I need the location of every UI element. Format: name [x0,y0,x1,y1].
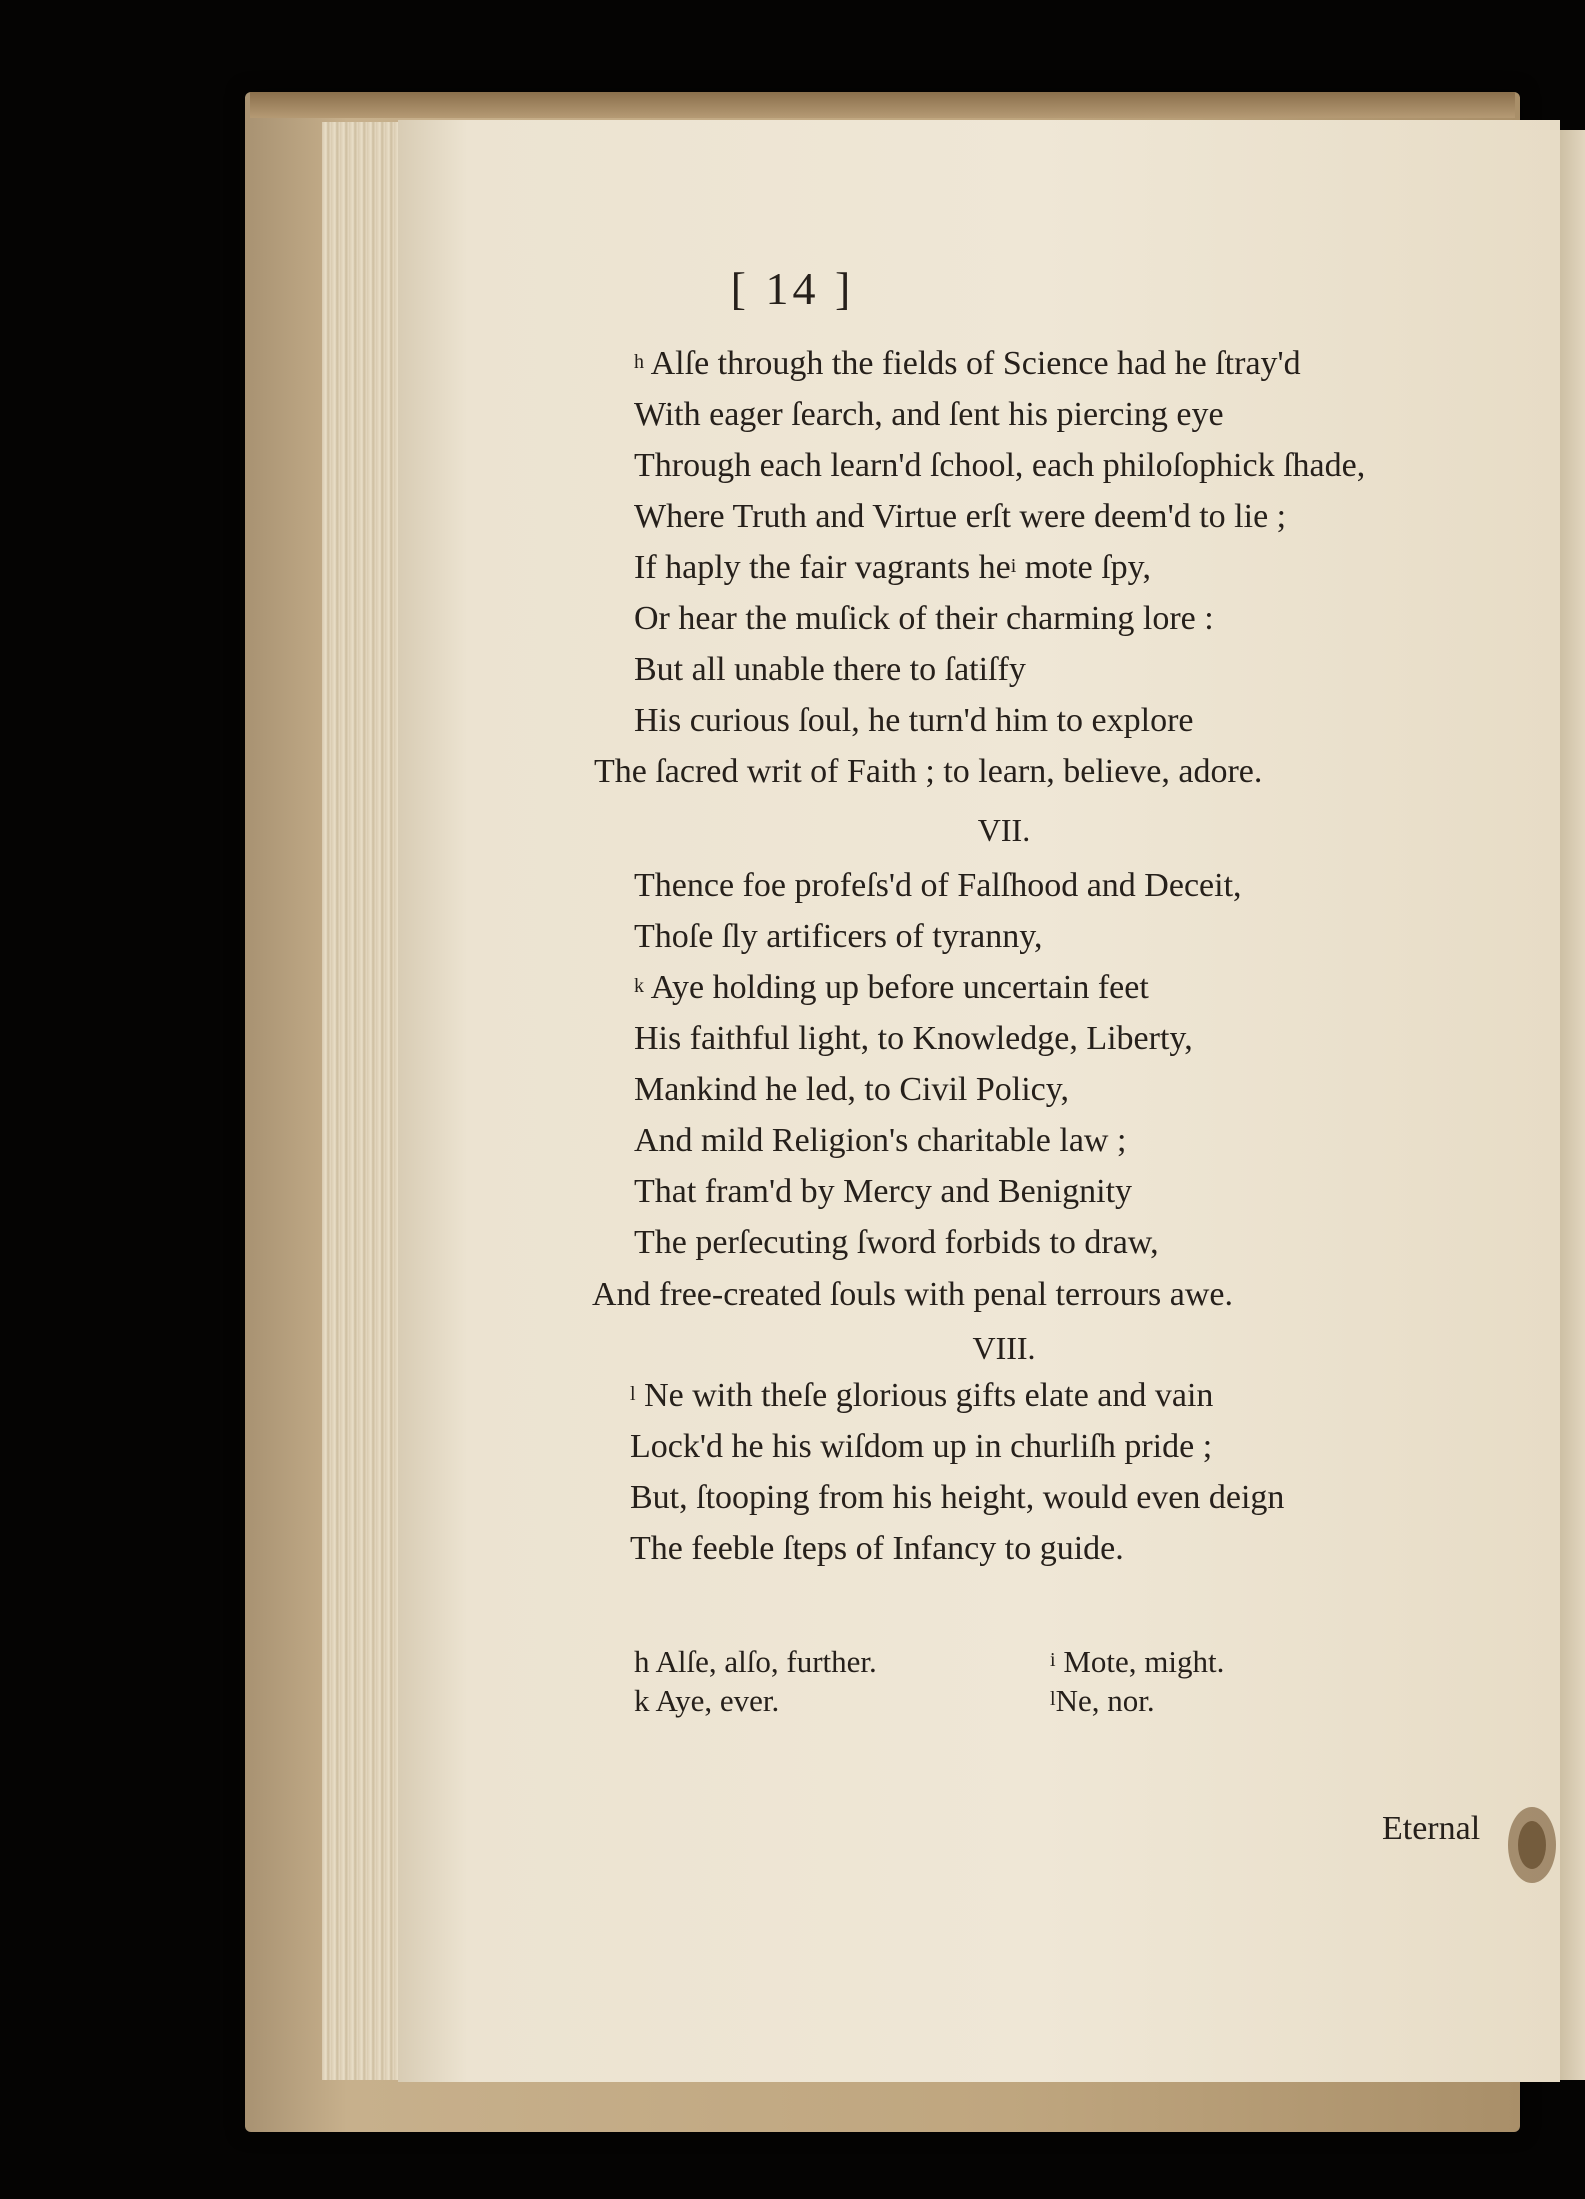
poem-line: With eager ſearch, and ſent his piercing eye [634,396,1224,433]
stanza-heading: VIII. [972,1330,1036,1366]
poem-line: Thoſe ſly artificers of tyranny, [634,918,1043,955]
poem-line: His faithful light, to Knowledge, Liberty, [634,1020,1193,1057]
footnote-h: h Alſe, alſo, further. [634,1644,877,1679]
footnote-i: $^i$ Mote, might. [1050,1644,1225,1679]
poem-line: Where Truth and Virtue erſt were deem'd to lie ; [634,498,1287,535]
book-spine-edge [250,92,1515,118]
poem-line: Mankind he led, to Civil Policy, [634,1071,1070,1108]
poem-line: If haply the fair vagrants $he^i$ mote ſpy, [634,549,1151,586]
poem-line: His curious ſoul, he turn'd him to explore [634,702,1194,739]
poem-line: But, ſtooping from his height, would even deign [630,1479,1285,1516]
poem-line: $^l$ Ne with theſe glorious gifts elate and vain [630,1377,1214,1414]
poem-line: But all unable there to ſatiſfy [634,651,1026,688]
footnote-k: k Aye, ever. [634,1683,780,1718]
poem-line: $^k$ Aye holding up before uncertain feet [634,969,1149,1006]
poem-line: Lock'd he his wiſdom up in churliſh pride ; [630,1428,1213,1465]
poem-line: $^h$ Alſe through the fields of Science had he ſtray'd [634,345,1301,382]
page-edges [322,122,401,2080]
poem-line: That fram'd by Mercy and Benignity [634,1173,1133,1210]
poem-line: The ſacred writ of Faith ; to learn, believe, adore. [594,753,1263,790]
poem-line: And free-created ſouls with penal terrours awe. [592,1276,1234,1313]
footnote-l: $^l$Ne, nor. [1050,1683,1155,1718]
catchword: Eternal [1382,1810,1481,1847]
poem-line: Through each learn'd ſchool, each philoſophick ſhade, [634,447,1366,484]
foxing-stain [1502,1800,1562,1890]
poem-line: The feeble ſteps of Infancy to guide. [630,1530,1124,1567]
poem-line: And mild Religion's charitable law ; [634,1122,1127,1159]
poem-line: The perſecuting ſword forbids to draw, [634,1224,1159,1261]
page-number: [ 14 ] [730,263,855,314]
poem-line: Thence foe profeſs'd of Falſhood and Deceit, [634,867,1242,904]
stanza-heading: VII. [977,812,1031,848]
poem-line: Or hear the muſick of their charming lore : [634,600,1214,637]
